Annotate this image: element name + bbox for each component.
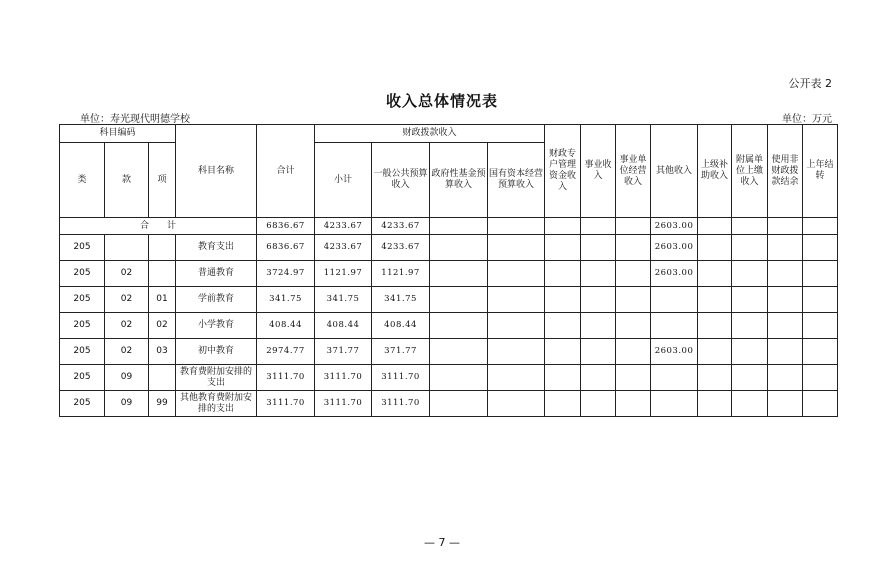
carryover-cell [803,391,838,417]
affiliated-income-cell [732,365,768,391]
fiscal-special-cell [545,235,581,261]
total-cell: 2974.77 [257,339,315,365]
non-fiscal-balance-cell [768,235,803,261]
total-cell: 6836.67 [257,235,315,261]
header-fiscal-group: 财政拨款收入 [315,125,545,143]
sub-item-code-cell: 99 [149,391,176,417]
other-income-cell [651,391,698,417]
sub-item-code-cell: 02 [149,313,176,339]
class-code-cell: 205 [60,287,105,313]
table-row [60,339,838,365]
other-income-cell: 2603.00 [651,218,698,235]
header-carryover: 上年结转 [803,125,838,218]
table-row [60,287,838,313]
state-capital-cell [488,365,545,391]
state-capital-cell [488,287,545,313]
header-gov-fund: 政府性基金预算收入 [430,143,488,218]
fiscal-special-cell [545,339,581,365]
item-code-cell: 02 [105,261,149,287]
currency-unit: 单位：万元 [782,114,832,125]
business-income-cell [581,235,616,261]
state-capital-cell [488,391,545,417]
subject-name-cell: 教育支出 [176,235,257,261]
state-capital-cell [488,261,545,287]
subtotal-cell: 371.77 [315,339,372,365]
superior-subsidy-cell [698,365,732,391]
subject-name-cell: 小学教育 [176,313,257,339]
business-income-cell [581,287,616,313]
fiscal-special-cell [545,391,581,417]
item-code-cell [105,235,149,261]
header-operating-income: 事业单位经营收入 [616,125,651,218]
subtotal-cell: 4233.67 [315,218,372,235]
other-income-cell [651,365,698,391]
total-label: 合 计 [60,218,257,235]
sub-item-code-cell [149,261,176,287]
general-budget-cell: 408.44 [372,313,430,339]
affiliated-income-cell [732,391,768,417]
affiliated-income-cell [732,313,768,339]
header-total: 合计 [257,125,315,218]
page-title: 收入总体情况表 [385,92,498,110]
state-capital-cell [488,339,545,365]
carryover-cell [803,313,838,339]
superior-subsidy-cell [698,261,732,287]
affiliated-income-cell [732,287,768,313]
item-code-cell: 09 [105,391,149,417]
general-budget-cell: 341.75 [372,287,430,313]
subtotal-cell: 1121.97 [315,261,372,287]
class-code-cell: 205 [60,391,105,417]
general-budget-cell: 3111.70 [372,391,430,417]
superior-subsidy-cell [698,235,732,261]
header-non-fiscal-balance: 使用非财政拨款结余 [768,125,803,218]
business-income-cell [581,365,616,391]
item-code-cell: 02 [105,313,149,339]
business-income-cell [581,391,616,417]
total-cell: 408.44 [257,313,315,339]
other-income-cell [651,287,698,313]
header-subject-code: 科目编码 [60,125,176,143]
header-sub-item: 项 [149,143,176,218]
subtotal-cell: 3111.70 [315,365,372,391]
gov-fund-cell [430,287,488,313]
carryover-cell [803,365,838,391]
gov-fund-cell [430,391,488,417]
non-fiscal-balance-cell [768,313,803,339]
total-row [60,218,838,235]
header-item: 款 [105,143,149,218]
subject-name-cell: 教育费附加安排的支出 [176,365,257,391]
non-fiscal-balance-cell [768,339,803,365]
business-income-cell [581,313,616,339]
other-income-cell: 2603.00 [651,235,698,261]
sub-item-code-cell [149,235,176,261]
item-code-cell: 02 [105,287,149,313]
general-budget-cell: 371.77 [372,339,430,365]
header-superior-subsidy: 上级补助收入 [698,125,732,218]
state-capital-cell [488,313,545,339]
class-code-cell: 205 [60,339,105,365]
business-income-cell [581,261,616,287]
item-code-cell: 09 [105,365,149,391]
header-subtotal: 小计 [315,143,372,218]
header-class: 类 [60,143,105,218]
page-number: — 7 — [424,536,460,549]
operating-income-cell [616,261,651,287]
other-income-cell [651,313,698,339]
sub-item-code-cell [149,365,176,391]
reporting-unit: 单位：寿光现代明德学校 [80,114,190,125]
carryover-cell [803,287,838,313]
fiscal-special-cell [545,365,581,391]
operating-income-cell [616,235,651,261]
class-code-cell: 205 [60,365,105,391]
table-row [60,235,838,261]
header-fiscal-special: 财政专户管理资金收入 [545,125,581,218]
income-table [59,124,838,417]
gov-fund-cell [430,365,488,391]
total-cell: 3724.97 [257,261,315,287]
superior-subsidy-cell [698,339,732,365]
business-income-cell [581,339,616,365]
item-code-cell: 02 [105,339,149,365]
class-code-cell: 205 [60,235,105,261]
header-state-capital: 国有资本经营预算收入 [488,143,545,218]
subject-name-cell: 其他教育费附加安排的支出 [176,391,257,417]
gov-fund-cell [430,235,488,261]
superior-subsidy-cell [698,391,732,417]
other-income-cell: 2603.00 [651,339,698,365]
fiscal-special-cell [545,287,581,313]
operating-income-cell [616,287,651,313]
affiliated-income-cell [732,235,768,261]
affiliated-income-cell [732,261,768,287]
total-cell: 3111.70 [257,391,315,417]
subtotal-cell: 408.44 [315,313,372,339]
affiliated-income-cell [732,339,768,365]
general-budget-cell: 4233.67 [372,218,430,235]
fiscal-special-cell [545,261,581,287]
non-fiscal-balance-cell [768,261,803,287]
operating-income-cell [616,365,651,391]
other-income-cell: 2603.00 [651,261,698,287]
table-row [60,365,838,391]
state-capital-cell [488,235,545,261]
subject-name-cell: 学前教育 [176,287,257,313]
subtotal-cell: 4233.67 [315,235,372,261]
total-cell: 3111.70 [257,365,315,391]
subject-name-cell: 普通教育 [176,261,257,287]
total-cell: 341.75 [257,287,315,313]
non-fiscal-balance-cell [768,391,803,417]
carryover-cell [803,235,838,261]
carryover-cell [803,261,838,287]
header-other-income: 其他收入 [651,125,698,218]
header-business-income: 事业收入 [581,125,616,218]
table-row [60,391,838,417]
fiscal-special-cell [545,313,581,339]
operating-income-cell [616,313,651,339]
gov-fund-cell [430,261,488,287]
table-row [60,313,838,339]
non-fiscal-balance-cell [768,365,803,391]
operating-income-cell [616,339,651,365]
form-code: 公开表 2 [788,77,832,90]
general-budget-cell: 4233.67 [372,235,430,261]
non-fiscal-balance-cell [768,287,803,313]
sub-item-code-cell: 03 [149,339,176,365]
header-general-budget: 一般公共预算收入 [372,143,430,218]
general-budget-cell: 1121.97 [372,261,430,287]
class-code-cell: 205 [60,313,105,339]
sub-item-code-cell: 01 [149,287,176,313]
subject-name-cell: 初中教育 [176,339,257,365]
gov-fund-cell [430,339,488,365]
superior-subsidy-cell [698,287,732,313]
subtotal-cell: 3111.70 [315,391,372,417]
header-affiliated-income: 附属单位上缴收入 [732,125,768,218]
subtotal-cell: 341.75 [315,287,372,313]
table-row [60,261,838,287]
operating-income-cell [616,391,651,417]
carryover-cell [803,339,838,365]
gov-fund-cell [430,313,488,339]
superior-subsidy-cell [698,313,732,339]
general-budget-cell: 3111.70 [372,365,430,391]
total-cell: 6836.67 [257,218,315,235]
header-subject-name: 科目名称 [176,125,257,218]
class-code-cell: 205 [60,261,105,287]
